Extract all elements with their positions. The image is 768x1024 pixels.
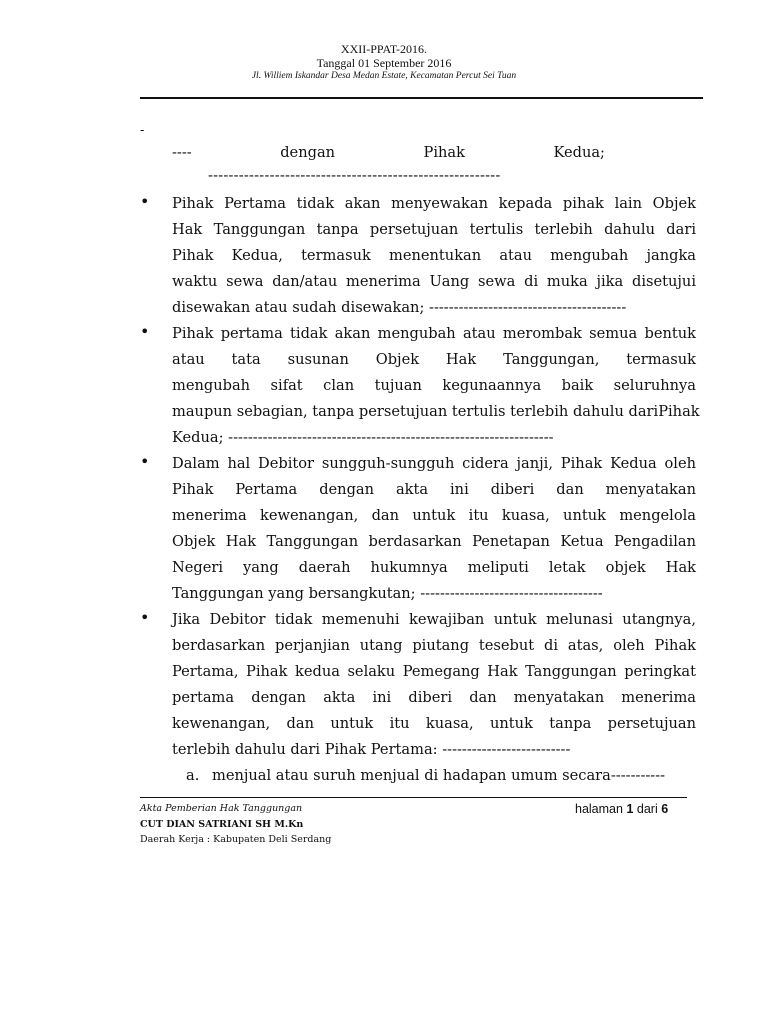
paragraph-line: Hak Tanggungan tanpa persetujuan tertulis terlebih dahulu dari: [172, 221, 696, 238]
bullet-marker: •: [140, 608, 150, 627]
paragraph-line: kewenangan, dan untuk itu kuasa, untuk tanpa persetujuan: [172, 715, 696, 732]
paragraph-line: atau tata susunan Objek Hak Tanggungan, termasuk: [172, 351, 696, 368]
paragraph-line: Objek Hak Tanggungan berdasarkan Penetapan Ketua Pengadilan: [172, 533, 696, 550]
bullet-marker: •: [140, 452, 150, 471]
sub-item-marker: a.: [186, 767, 200, 784]
paragraph-line: terlebih dahulu dari Pihak Pertama: --------------------------: [172, 741, 571, 758]
page-indicator: halaman 1 dari 6: [575, 802, 669, 816]
page-total: 6: [661, 802, 669, 816]
sub-item-a: [186, 763, 665, 789]
bullet-marker: •: [140, 192, 150, 211]
work-area: Daerah Kerja : Kabupaten Deli Serdang: [140, 834, 332, 845]
paragraph-line: Pihak Pertama tidak akan menyewakan kepada pihak lain Objek: [172, 195, 696, 212]
bullet-marker: •: [140, 322, 150, 341]
paragraph-line: Pihak pertama tidak akan mengubah atau merombak semua bentuk: [172, 325, 696, 342]
paragraph-line: Pertama, Pihak kedua selaku Pemegang Hak Tanggungan peringkat: [172, 663, 696, 680]
paragraph-line: pertama dengan akta ini diberi dan menyatakan menerima: [172, 689, 696, 706]
paragraph-line: Jika Debitor tidak memenuhi kewajiban untuk melunasi utangnya,: [172, 611, 696, 628]
paragraph-line: maupun sebagian, tanpa persetujuan tertulis terlebih dahulu dariPihak: [172, 403, 700, 420]
office-address: Jl. Williem Iskandar Desa Medan Estate, Kecamatan Percut Sei Tuan: [251, 71, 517, 81]
paragraph-line: Tanggungan yang bersangkutan; -------------------------------------: [172, 585, 603, 602]
notary-name: CUT DIAN SATRIANI SH M.Kn: [140, 819, 304, 830]
paragraph-line: Dalam hal Debitor sungguh-sungguh cidera janji, Pihak Kedua oleh: [172, 455, 696, 472]
paragraph-line: menerima kewenangan, dan untuk itu kuasa, untuk mengelola: [172, 507, 696, 524]
paragraph-line: waktu sewa dan/atau menerima Uang sewa di muka jika disetujui: [172, 273, 696, 290]
paragraph-line: Pihak Pertama dengan akta ini diberi dan menyatakan: [172, 481, 696, 498]
document-number: XXII-PPAT-2016.: [340, 42, 428, 56]
document-date: Tanggal 01 September 2016: [316, 56, 452, 70]
paragraph-line: mengubah sifat clan tujuan kegunaannya baik seluruhnya: [172, 377, 696, 394]
page-current: 1: [626, 802, 634, 816]
intro-dash: -: [140, 123, 145, 138]
paragraph-line: Pihak Kedua, termasuk menentukan atau mengubah jangka: [172, 247, 696, 264]
footer-divider: [140, 797, 687, 798]
deed-title: Akta Pemberian Hak Tanggungan: [140, 803, 303, 814]
intro-line-1: ---- dengan Pihak Kedua;: [172, 144, 605, 161]
sub-item-text: menjual atau suruh menjual di hadapan umum secara-----------: [211, 767, 666, 784]
paragraph-line: Negeri yang daerah hukumnya meliputi letak objek Hak: [172, 559, 696, 576]
intro-line-2: ---------------------------------------------------------: [208, 167, 501, 184]
paragraph-line: disewakan atau sudah disewakan; ----------------------------------------: [172, 299, 627, 316]
header-divider: [140, 97, 703, 99]
paragraph-line: Kedua; ------------------------------------------------------------------: [172, 429, 554, 446]
paragraph-line: berdasarkan perjanjian utang piutang tesebut di atas, oleh Pihak: [172, 637, 696, 654]
